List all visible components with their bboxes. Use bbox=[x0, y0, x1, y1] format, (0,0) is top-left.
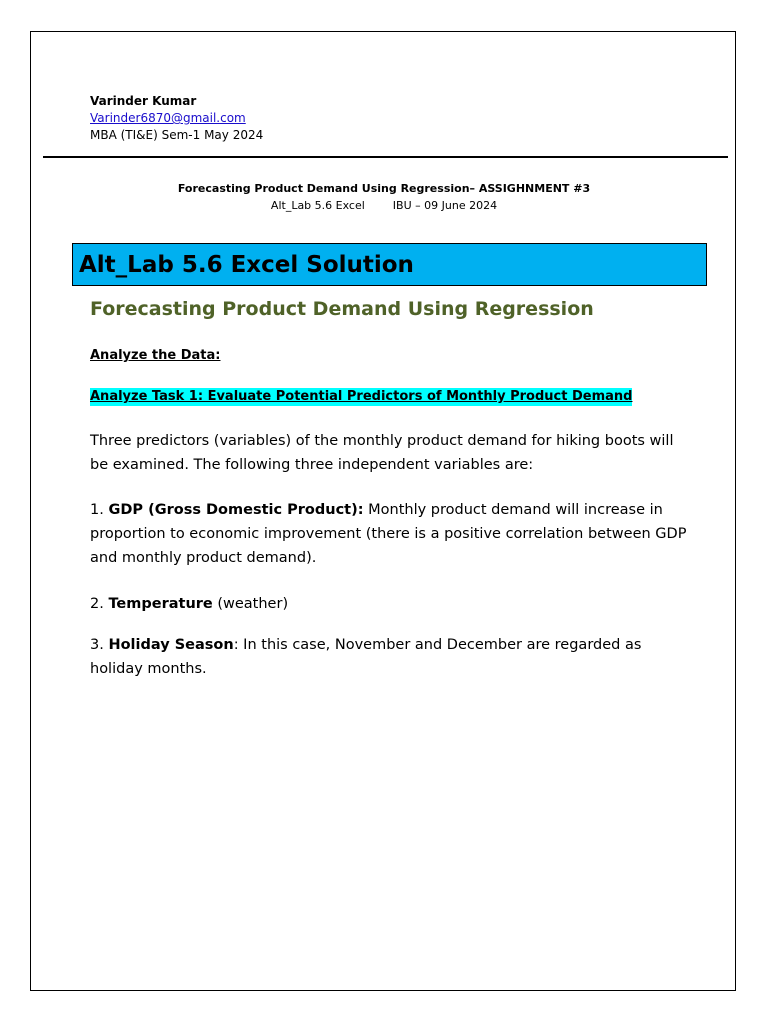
author-name: Varinder Kumar bbox=[90, 94, 197, 108]
page-subtitle: Forecasting Product Demand Using Regression bbox=[90, 298, 594, 320]
document-header bbox=[40, 180, 728, 214]
item-text: (weather) bbox=[217, 596, 289, 612]
item-term: Holiday Season bbox=[108, 637, 234, 653]
task-heading: Analyze Task 1: Evaluate Potential Predictors of Monthly Product Demand bbox=[90, 389, 633, 404]
institute-date: IBU – 09 June 2024 bbox=[392, 199, 498, 212]
list-item-temperature bbox=[90, 592, 690, 616]
list-item-holiday bbox=[90, 633, 690, 681]
list-item-gdp bbox=[90, 498, 690, 570]
item-term: GDP (Gross Domestic Product): bbox=[108, 502, 364, 518]
item-number: 1. bbox=[90, 502, 104, 518]
intro-paragraph: Three predictors (variables) of the monthly product demand for hiking boots will be examined. The following three independent variables are: bbox=[90, 433, 674, 473]
item-text: Monthly product demand will increase in proportion to economic improvement (there is a positive correlation between GDP and monthly product demand). bbox=[90, 502, 687, 566]
section-heading: Analyze the Data: bbox=[90, 348, 221, 363]
author-block bbox=[90, 93, 263, 144]
item-number: 3. bbox=[90, 637, 104, 653]
solution-banner: Alt_Lab 5.6 Excel Solution bbox=[72, 243, 707, 286]
author-program: MBA (TI&E) Sem-1 May 2024 bbox=[90, 128, 264, 142]
item-term: Temperature bbox=[108, 596, 213, 612]
author-email-link[interactable]: Varinder6870@gmail.com bbox=[90, 111, 246, 125]
assignment-title: Forecasting Product Demand Using Regression– ASSIGHNMENT #3 bbox=[177, 182, 591, 195]
item-number: 2. bbox=[90, 596, 104, 612]
lab-label: Alt_Lab 5.6 Excel bbox=[270, 199, 365, 212]
header-divider bbox=[43, 156, 728, 158]
item-text: : In this case, November and December are regarded as holiday months. bbox=[90, 637, 642, 677]
